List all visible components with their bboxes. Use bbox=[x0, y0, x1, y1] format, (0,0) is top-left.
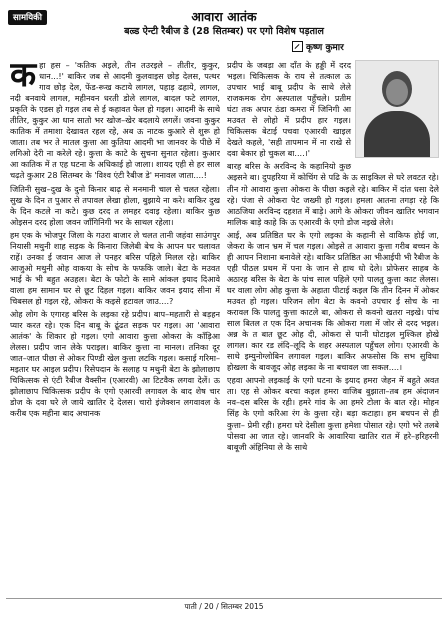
author-photo bbox=[355, 60, 439, 158]
right-column bbox=[227, 60, 439, 590]
section-tag: सामयिकी bbox=[8, 10, 47, 25]
paragraph: ओह लोग के एगारह बरिस के लइका रहे प्रदीप। बाप–महतारी से बड़हन प्यार करत रहे। एक दिन बाबू के ढूंढत सड़क पर गइल। आ 'आवारा आतंक' के शिकार हो गइल। एगो आवारा कुत्ता ओकरा के काँड़िआ लेलस। प्रदीप जान लेके पराइल। बाकिर कुत्ता ना मानल। तनिका दूर जात–जात पीछा से ओकर पिण्डी खेल कुत्ता लटकि गइल। कसाई गरिमा–मइतार घर आइल प्रदीप। रिसेपदान के सलाह प मथुनी बेटा के झोलाछाप चिकित्सक से एंटी रैबीज वैक्सीन (एआरवी) आ टिटवैक लगवा देलें। ऊ झोलाछाप चिकित्सक प्रदीप के एगो एआरवी लगावल के बाद शेष चार डोज के दवा घरे ले जाये खातिर दे देलस। चारो इंजेक्शन लगवावल के करीब एक महीना बाद अचानक bbox=[10, 309, 220, 419]
paragraph: बारह बरिस के अरविन्द के कहानियो कुछ अइसने बा। दुपहरिया में कोचिंग से पढि के ऊ साइकिल से घरे लवटत रहे। तीन गो आवारा कुत्ता ओकरा के पीछा कइले रहे। बाकिर में दांत धसा देले रहे। पंजा से ओकरा पेट जख्मी हो गइल। हमला आतना तगड़ा रहे कि आठजिया अरविन्द दहशत में बाड़े। आगे के ओकरा जीवन खातिर भगवान मालिक बाड़े काहे कि ऊ एआरवी के एगो डोज नइखे लेले। bbox=[227, 161, 439, 227]
article-subtitle: बल्र्ड ऐन्टी रैबीज डे (28 सितम्बर) पर एगो विशेष पड़ताल bbox=[124, 26, 324, 37]
page-footer: पाती / 20 / सितम्बर 2015 bbox=[184, 602, 264, 611]
author-byline bbox=[292, 40, 344, 53]
left-column bbox=[10, 60, 220, 590]
drop-cap: क bbox=[10, 60, 37, 95]
paragraph: जितिनी सुख–दुख के दुनो किनार बाढ़ से मनमानी चाल से चलत रहेला। सुख के दिन त पुआर से तपावल लेखा होला, बुझाये ना करे। बाकिर दुख के दिन कटले ना कटे। कुछ दरद त लमहर दवाइ रहेला। बाकिर कुछ ओइसन दरद होला जवन जाँगिनिगी भर के साथल रहेला। bbox=[10, 183, 220, 227]
photo-face bbox=[386, 79, 408, 105]
paragraph: आई, अब प्रतिष्ठित घर के एगो लइका के कहानी से वाकिफ होई जा, जेकरा के जान भ्रम में चल गइल। ओइसे त आवारा कुत्ता गरीब बच्चन के ही आपन निशाना बनावेले रहे। बाकिर प्रतिष्ठित आ भीआईपी भी रैबीज के एही पीठल प्रथम में पना के जान से हाथ धो देले। प्रोफेसर साहब के अठारह बरिस के बेटा के पांच साल पहिले एगो पालतु कुत्ता काट लेलस। घर वाला लोग ओह कुत्ता के अहाता पीटाई कइल कि तीन दिनन में ओकर मउवत हो गइल। परिजन लोग बेटा के कवनो उपचार ई सोच के ना करावल कि पालतु कुत्ता काटले बा, ओकरा से कवनो खतरा नइखे। पांच साल बितल त एक दिन अचानक कि ओकरा गला में जोर से दरद भइल। अन्न के त बात छूट ओह दी, ओकरा से पानी घोटाइल मुश्किल होखे लागल। कार रड लंदि–लूदि के शहर अस्पताल पहुँचल लोग। एआरवी के साथे इम्युनोग्लोबिन लगावल गइल। बाकिर अफसोस कि सभ सुविधा होखला के बावजूद ओह लइका के ना बचावल जा सकल....। bbox=[227, 229, 439, 373]
footer-divider bbox=[6, 598, 442, 599]
pen-icon bbox=[292, 41, 303, 52]
photo-shirt bbox=[364, 111, 430, 158]
article-title: आवारा आतंक bbox=[191, 9, 257, 24]
paragraph: हा हस – 'कतिक अइले, तीन तउरइले – तीतीर, कुकुर, धान...!' बाकिर जब से आदमी कुलवाइस छोड़ देलस, पत्थर गाव छोड़ देल, फेंड-रूख कटाये लागल, पहाड़ ढहाये, लागल, नदी बनवाये लागल, महीनवन धरती डोले लागल, बादल फटे लागल, प्रकृति के एडस हो गइल तब से ई कहावत फेल हो गइल। आदमी के साथे तीतिर, कुकुर आ धान सातो भर खोज–खेर बदलाये लगलें। जवना कुकुर कातिक में तमाशा देखावत रहल रहे, अब ऊ नाटक कुआरे से शुरू हो जाता। तब भर ते मातल कुत्ता आ कुतिया आदमी भा जानवर के पीछे में लगिओ देरी ना करेले रहे। कुत्ता के काटे के सुचना सुनात रहेला। कुआर आ कातिक में त एह घटना के अधिकाई हो जाला। शायद एही से हर साल चढ़ते कुआर 28 सितम्बर के 'विश्व एंटी रैबीज डे' मनावल जाता....! bbox=[10, 60, 220, 181]
author-name: कृष्ण कुमार bbox=[306, 43, 344, 53]
paragraph: प्रदीप के जबड़ा आ दाँत के हड्डी में दरद भइल। चिकित्सक के राय से तत्काल ऊ उपचार भाई बाबू प्रदीप के साथे लेले राजकमक रोग अस्पताल पहुँचले। प्रतीम घंटा तक अपार ठंडा कमरा में जिनिगी आ मउवत से लोहो में प्रदीप हार गइल। चिकित्सक बेटाई पचवा एआरवी खाइल देखते कहले, 'सही तापमान में ना राखे से दवा बेकार हो चुकल बा....।' bbox=[227, 60, 351, 159]
magazine-page bbox=[6, 4, 442, 614]
paragraph: एहवा आपनो लइकाई के एगो घटना के इयाद हमरा जेहन में बहुते अवत ता। एह से ओकर बरचा कइल हमरा वाजिब बुझाता–तब हम अंदाजन नव–दस बरिस के रही। हमरे गांव के आ हमरे टोला के बात रहे। मोहन सिंह के एगो करिआ रंग के कुत्ता रहे। बड़ा कटाहा। हम बचपन से ही कुत्ता– प्रेमी रही। हमरा घरे देसीला कुत्ता हमेशा पोसात रहे। एगो भरे तलबे पोसवा आ जात रहे। जानवरि के आवारिया खातिर रात में हरे–हरिहरनी बाबूजी अंहिनिया ले के साथे bbox=[227, 375, 439, 452]
paragraph: हम एक के भोजपुर जिला के गउरा बाजार ले चलत तानी जहंवा साउंगपुर नियासी मथुनी शाह सड़क के किनारा जिलेबी बेच के आपन घर चलावत राहें। उनका ई जवान आज ले पनहर बरिस पहिले मिलल रहे। बाकिर आजुओ मथुनी ओह वाकया के सोच के फफकि जाले। बेटा के मउवत भाई के भी बहुत अउहल। बेटा के फोटो के सामे आंकल इयाद दिआवे वाला हम सामान घर से छूट दिहल गइल। बाकिर जवन इयाद सीना में चिबसल हो गइल रहे, ओकरा के कइसे हटावल जाउ....? bbox=[10, 229, 220, 306]
